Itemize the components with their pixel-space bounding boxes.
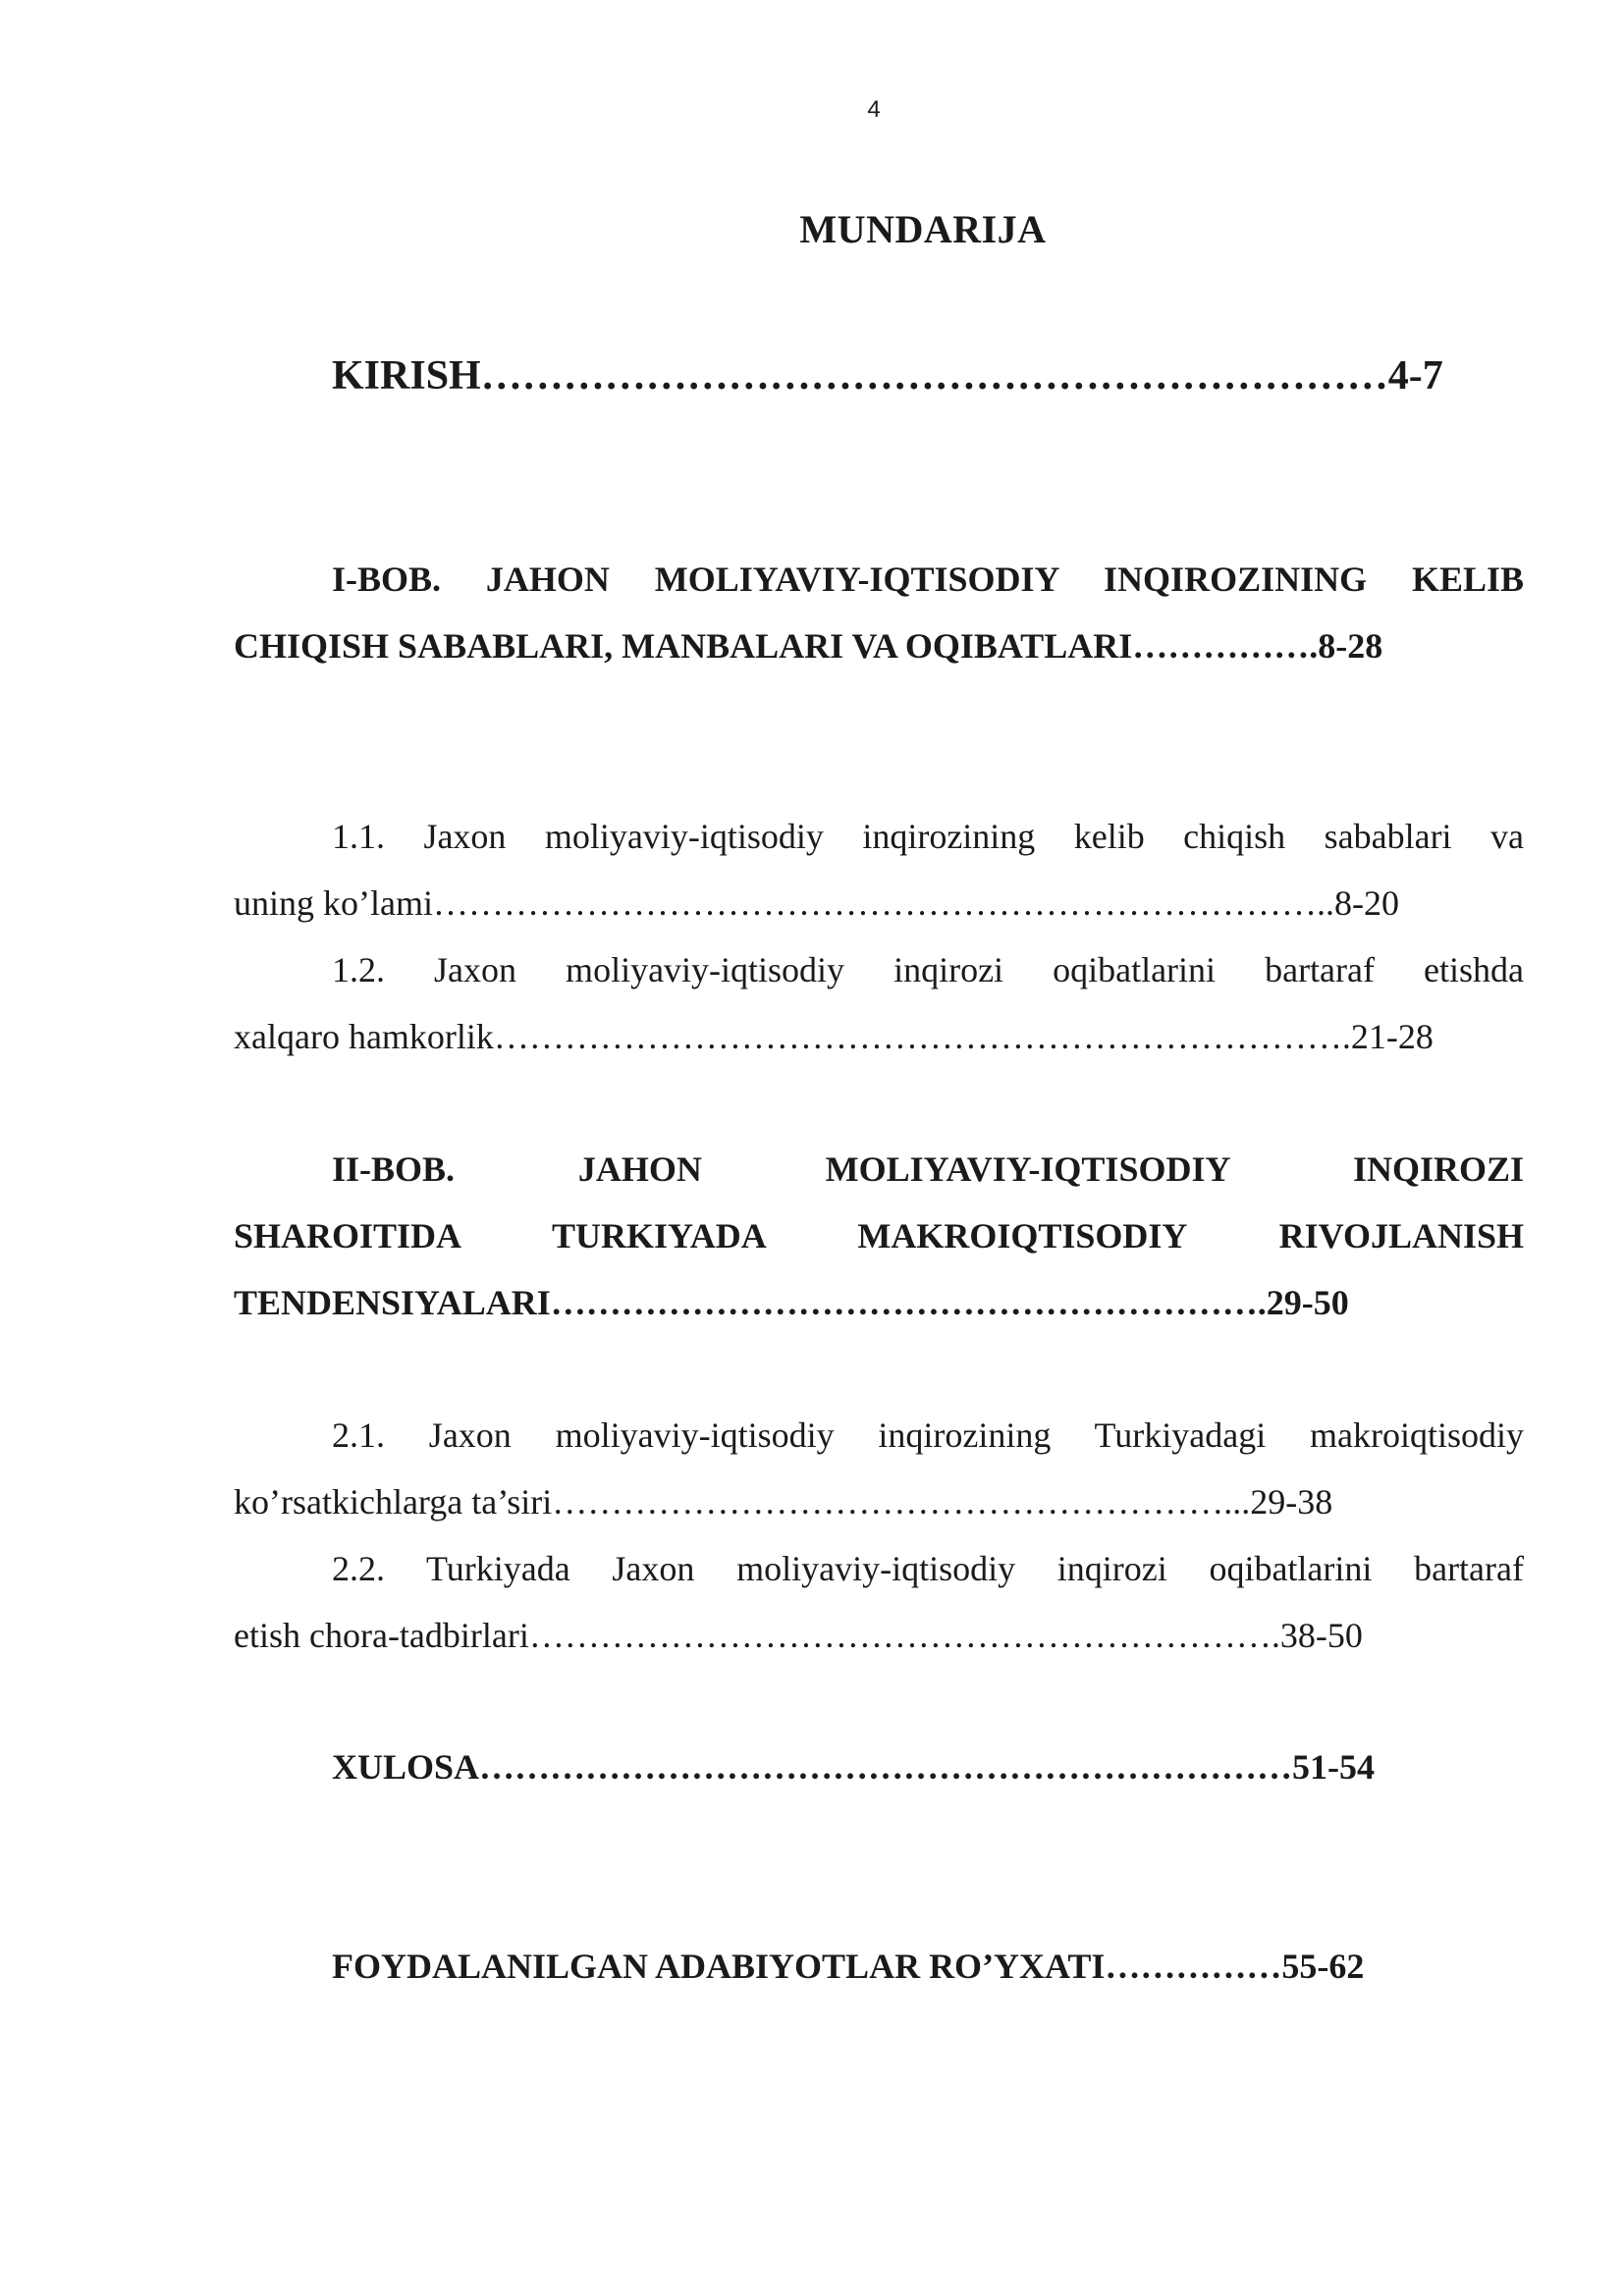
toc-section-1-1-line-1[interactable]: 1.1. Jaxon moliyaviy-iqtisodiy inqirozining kelib chiqish sabablari va (332, 817, 1524, 856)
toc-section-2-1-line-1[interactable]: 2.1. Jaxon moliyaviy-iqtisodiy inqirozining Turkiyadagi makroiqtisodiy (332, 1415, 1524, 1455)
toc-label: uning ko’lami (234, 883, 433, 923)
toc-entry-kirish[interactable] (332, 355, 1443, 397)
toc-label: KIRISH (332, 353, 481, 399)
toc-label: FOYDALANILGAN ADABIYOTLAR RO’YXATI (332, 1947, 1106, 1986)
page-title: MUNDARIJA (799, 207, 1047, 251)
toc-section-1-2-line-2[interactable] (234, 1019, 1434, 1054)
toc-page-range: 51-54 (1292, 1747, 1376, 1787)
toc-page-range: 4-7 (1387, 353, 1443, 399)
toc-entry-references[interactable] (332, 1949, 1364, 1984)
toc-leader-dots: ………………………………………………………………. (493, 1017, 1351, 1056)
toc-label: XULOSA (332, 1747, 480, 1787)
toc-section-2-2-line-2[interactable] (234, 1618, 1363, 1653)
toc-leader-dots: …………………………………………………... (552, 1482, 1251, 1522)
toc-section-1-1-line-2[interactable] (234, 885, 1399, 921)
toc-section-2-2-line-1[interactable]: 2.2. Turkiyada Jaxon moliyaviy-iqtisodiy inqirozi oqibatlarini bartaraf (332, 1549, 1524, 1588)
toc-label: xalqaro hamkorlik (234, 1017, 494, 1056)
toc-chapter-1-line-1[interactable]: I-BOB. JAHON MOLIYAVIY-IQTISODIY INQIROZINING KELIB (332, 560, 1524, 599)
toc-chapter-2-line-1[interactable]: II-BOB. JAHON MOLIYAVIY-IQTISODIY INQIROZI (332, 1149, 1524, 1189)
toc-leader-dots: ………………………………………………………… (480, 353, 1388, 399)
toc-page-range: 29-50 (1266, 1283, 1349, 1322)
toc-label: TENDENSIYALARI (234, 1283, 551, 1322)
toc-leader-dots: ………………………………………………………. (528, 1616, 1280, 1655)
toc-page-range: 55-62 (1281, 1947, 1365, 1986)
toc-leader-dots: …………………………………………………………… (479, 1747, 1293, 1787)
toc-leader-dots: ……………. (1132, 626, 1319, 666)
toc-section-2-1-line-2[interactable] (234, 1484, 1332, 1520)
toc-chapter-1-line-2[interactable] (234, 628, 1382, 664)
toc-chapter-2-line-3[interactable] (234, 1285, 1349, 1320)
page-number: 4 (867, 96, 881, 123)
toc-page-range: 8-20 (1333, 883, 1399, 923)
toc-page-range: 29-38 (1250, 1482, 1333, 1522)
toc-page-range: 21-28 (1350, 1017, 1434, 1056)
toc-leader-dots: ………………………………………………………………….. (432, 883, 1334, 923)
toc-page-range: 8-28 (1318, 626, 1383, 666)
toc-section-1-2-line-1[interactable]: 1.2. Jaxon moliyaviy-iqtisodiy inqirozi oqibatlarini bartaraf etishda (332, 950, 1524, 989)
toc-chapter-2-line-2[interactable]: SHAROITIDA TURKIYADA MAKROIQTISODIY RIVOJLANISH (234, 1216, 1524, 1255)
toc-leader-dots: …………… (1105, 1947, 1282, 1986)
toc-label: ko’rsatkichlarga ta’siri (234, 1482, 553, 1522)
toc-entry-xulosa[interactable] (332, 1749, 1375, 1785)
toc-leader-dots: ……………………………………………………. (550, 1283, 1267, 1322)
toc-label: CHIQISH SABABLARI, MANBALARI VA OQIBATLARI (234, 626, 1133, 666)
toc-page-range: 38-50 (1279, 1616, 1363, 1655)
toc-label: etish chora-tadbirlari (234, 1616, 529, 1655)
